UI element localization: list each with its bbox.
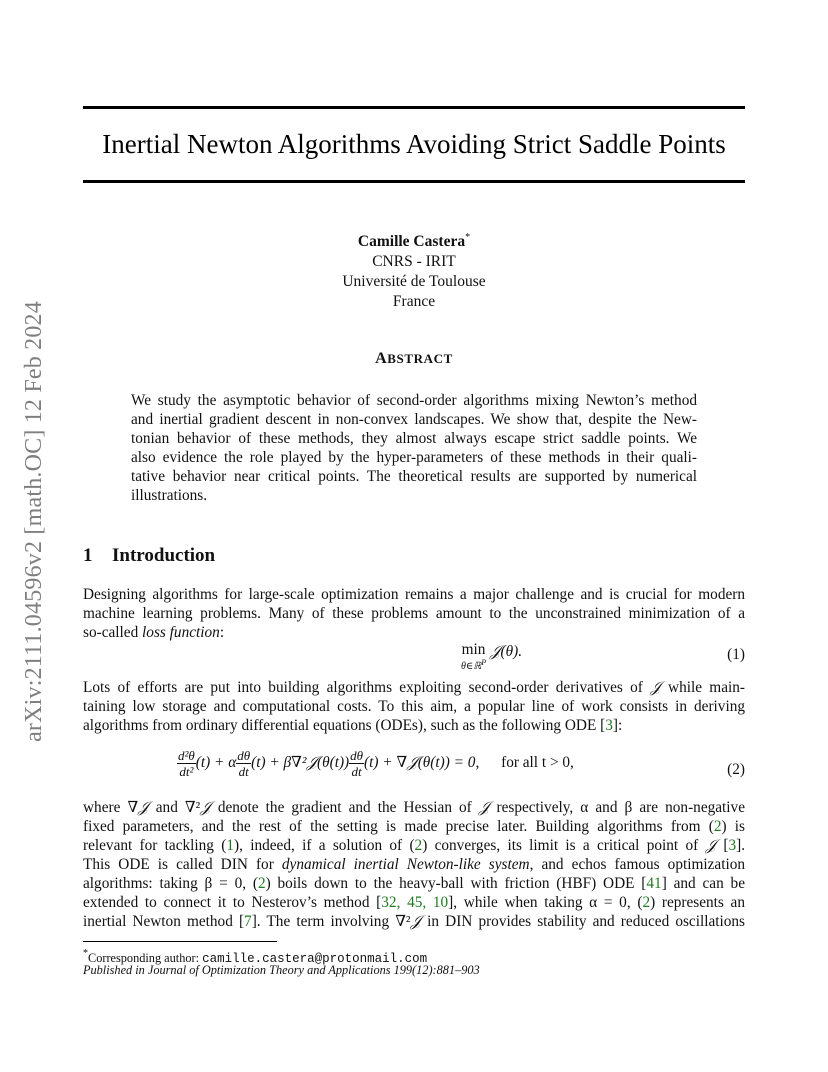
- abstract-line: tonian behavior of these methods, they almost always escape strict saddle points. We: [131, 430, 697, 447]
- arxiv-identifier: arXiv:2111.04596v2 [math.OC] 12 Feb 2024: [20, 300, 47, 742]
- equation-2: $\frac{\text{d²θ}}{\text{dt²}}$ (t) + α $\frac{d\theta}{dt}$ (t) + β∇²𝒥(θ(t)) $\frac{d\theta}{dt}$ (t) + ∇𝒥(θ(t)) = 0, for all t > 0, (2): [178, 748, 745, 779]
- abstract-line: illustrations.: [131, 487, 208, 504]
- citation-link[interactable]: 7: [244, 913, 252, 930]
- equation-ref-link[interactable]: 2: [414, 837, 423, 854]
- citation-link[interactable]: 32, 45, 10: [381, 894, 449, 911]
- citation-link[interactable]: 41: [646, 875, 662, 892]
- footnote: *Corresponding author: camille.castera@protonmail.com: [83, 948, 428, 966]
- citation-link[interactable]: 3: [728, 837, 737, 854]
- equation-1: min θ∈ℝ$^P$ 𝒥(θ). (1): [461, 641, 745, 672]
- intro-paragraph-2: Lots of efforts are put into building algorithms exploiting second-order derivatives of 𝒥 while main- taining low storage and computational costs. To this aim, a popular line of work consists in deriving algorithms from ordinary differential equations (ODEs), such as the following ODE [3]:: [83, 678, 745, 734]
- abstract-text: [131, 391, 697, 505]
- footnote-rule: [83, 941, 277, 942]
- abstract-line: tative behavior near critical points. The theoretical results are supported by numerical: [131, 468, 697, 485]
- title-rule-top: [83, 106, 745, 109]
- equation-ref-link[interactable]: 2: [713, 818, 722, 835]
- intro-paragraph-3: where ∇𝒥 and ∇²𝒥 denote the gradient and the Hessian of 𝒥 respectively, α and β are non-negative fixed parameters, and the rest of the setting is made precise later. Building algorithms from (2) is relevant for tackling (1), indeed, if a solution of (2) converges, its limit is a critical point of 𝒥 [3]. This ODE is called DIN for dynamical inertial Newton-like system, and echos famous optimization algorithms: taking β = 0, (2) boils down to the heavy-ball with friction (HBF) ODE [41] and can be extended to connect it to Nesterov’s method [32, 45, 10], while when taking α = 0, (2) represents an inertial Newton method [7]. The term involving ∇²𝒥 in DIN provides stability and reduced oscillations: [83, 798, 746, 930]
- author-block: [83, 228, 745, 312]
- author-name: Camille Castera: [357, 233, 466, 250]
- section-title: Introduction: [112, 545, 216, 566]
- intro-paragraph-1: Designing algorithms for large-scale optimization remains a major challenge and is crucial for modern machine learning problems. Many of these problems amount to the unconstrained minimization of a so-called loss function:: [83, 586, 745, 641]
- affiliation-line: France: [392, 293, 436, 310]
- title-rule-bottom: [83, 180, 745, 183]
- affiliation-line: Université de Toulouse: [342, 273, 486, 290]
- abstract-line: We study the asymptotic behavior of second-order algorithms mixing Newton’s method: [131, 392, 697, 409]
- section-number: 1: [83, 545, 93, 566]
- citation-link[interactable]: 3: [605, 717, 613, 734]
- section-heading: [83, 545, 215, 567]
- author-footnote-mark: *: [465, 232, 471, 243]
- publication-note: Published in Journal of Optimization Theory and Applications 199(12):881–903: [83, 963, 480, 977]
- author-email[interactable]: camille.castera@protonmail.com: [202, 952, 428, 966]
- paper-title: Inertial Newton Algorithms Avoiding Strict Saddle Points: [102, 129, 726, 159]
- equation-ref-link[interactable]: 2: [642, 894, 651, 911]
- affiliation-line: CNRS - IRIT: [372, 253, 456, 270]
- equation-ref-link[interactable]: 2: [257, 875, 266, 892]
- abstract-line: and inertial gradient descent in non-convex landscapes. We show that, despite the New-: [131, 411, 697, 428]
- abstract-line: also evidence the role played by the hyper-parameters of these methods in their quali-: [131, 449, 697, 466]
- arxiv-stamp: [14, 268, 54, 774]
- equation-ref-link[interactable]: 1: [226, 837, 234, 854]
- equation-number: (2): [727, 761, 745, 778]
- abstract-heading: ABSTRACT: [375, 350, 453, 367]
- equation-number: (1): [727, 646, 745, 663]
